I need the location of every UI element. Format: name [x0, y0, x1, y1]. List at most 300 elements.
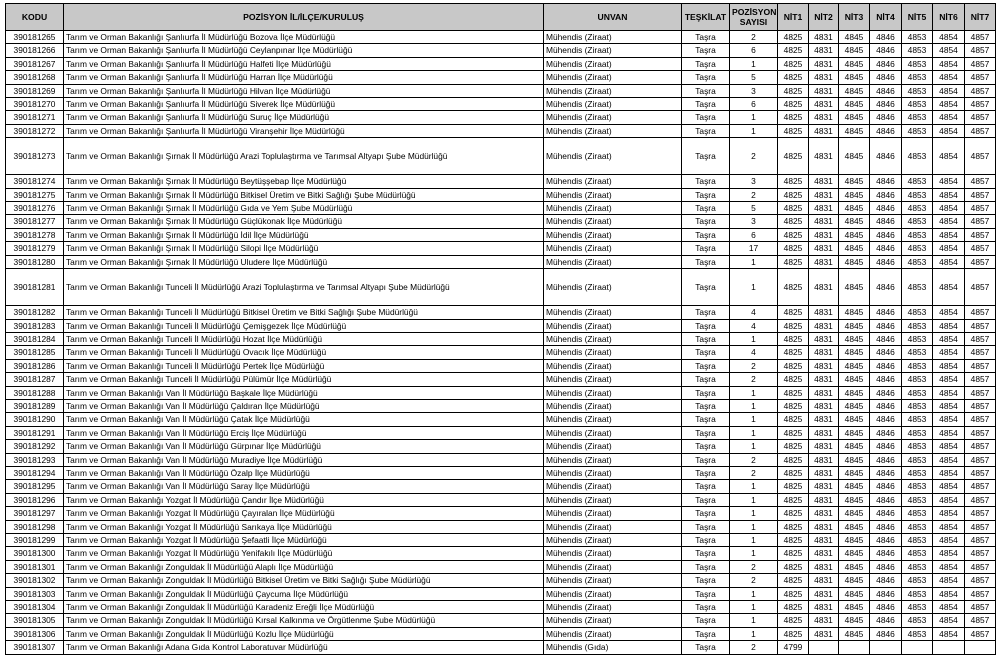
cell-nit2: 4831: [809, 399, 839, 412]
cell-unvan: Mühendis (Ziraat): [544, 627, 682, 640]
cell-pozisyon: Tarım ve Orman Bakanlığı Zonguldak İl Müdürlüğü Kozlu İlçe Müdürlüğü: [64, 627, 544, 640]
cell-nit7: 4857: [965, 215, 996, 228]
cell-nit5: 4853: [902, 466, 933, 479]
cell-nit2: 4831: [809, 520, 839, 533]
cell-nit5: 4853: [902, 44, 933, 57]
cell-nit4: 4846: [870, 547, 902, 560]
cell-teskilat: Taşra: [682, 319, 730, 332]
header-nit6: NİT6: [933, 4, 965, 31]
cell-pozisyon-sayisi: 3: [730, 175, 778, 188]
cell-unvan: Mühendis (Ziraat): [544, 44, 682, 57]
cell-pozisyon: Tarım ve Orman Bakanlığı Tunceli İl Müdürlüğü Pülümür İlçe Müdürlüğü: [64, 373, 544, 386]
cell-pozisyon-sayisi: 2: [730, 188, 778, 201]
cell-unvan: Mühendis (Ziraat): [544, 453, 682, 466]
cell-pozisyon: Tarım ve Orman Bakanlığı Şırnak İl Müdürlüğü Gıda ve Yem Şube Müdürlüğü: [64, 202, 544, 215]
header-row: [6, 4, 996, 31]
cell-pozisyon-sayisi: 2: [730, 641, 778, 654]
cell-nit5: 4853: [902, 507, 933, 520]
cell-nit3: 4845: [839, 614, 870, 627]
cell-nit2: 4831: [809, 346, 839, 359]
cell-nit3: 4845: [839, 124, 870, 137]
cell-nit4: 4846: [870, 242, 902, 255]
cell-kodu: 390181291: [6, 426, 64, 439]
cell-nit2: 4831: [809, 111, 839, 124]
cell-nit3: 4845: [839, 57, 870, 70]
cell-nit4: 4846: [870, 346, 902, 359]
cell-nit2: 4831: [809, 242, 839, 255]
cell-nit1: 4825: [778, 614, 809, 627]
cell-pozisyon: Tarım ve Orman Bakanlığı Şırnak İl Müdürlüğü Arazi Toplulaştırma ve Tarımsal Altyapı Şube Müdürlüğü: [64, 138, 544, 175]
cell-pozisyon: Tarım ve Orman Bakanlığı Yozgat İl Müdürlüğü Şefaatli İlçe Müdürlüğü: [64, 534, 544, 547]
cell-kodu: 390181265: [6, 31, 64, 44]
table-row: [6, 627, 996, 640]
cell-nit2: 4831: [809, 124, 839, 137]
cell-kodu: 390181275: [6, 188, 64, 201]
cell-kodu: 390181266: [6, 44, 64, 57]
cell-nit2: 4831: [809, 614, 839, 627]
cell-nit4: 4846: [870, 31, 902, 44]
cell-nit3: 4845: [839, 373, 870, 386]
cell-nit7: 4857: [965, 480, 996, 493]
cell-teskilat: Taşra: [682, 71, 730, 84]
cell-nit5: 4853: [902, 57, 933, 70]
table-row: [6, 466, 996, 479]
cell-kodu: 390181276: [6, 202, 64, 215]
cell-unvan: Mühendis (Ziraat): [544, 440, 682, 453]
table-row: [6, 520, 996, 533]
cell-kodu: 390181286: [6, 359, 64, 372]
cell-kodu: 390181284: [6, 332, 64, 345]
cell-nit4: 4846: [870, 399, 902, 412]
cell-teskilat: Taşra: [682, 399, 730, 412]
cell-nit5: 4853: [902, 587, 933, 600]
cell-nit2: 4831: [809, 440, 839, 453]
cell-nit1: 4825: [778, 44, 809, 57]
cell-teskilat: Taşra: [682, 453, 730, 466]
cell-unvan: Mühendis (Ziraat): [544, 255, 682, 268]
cell-nit3: 4845: [839, 493, 870, 506]
cell-pozisyon-sayisi: 2: [730, 560, 778, 573]
cell-nit6: 4854: [933, 98, 965, 111]
cell-unvan: Mühendis (Ziraat): [544, 98, 682, 111]
cell-nit5: 4853: [902, 71, 933, 84]
cell-nit1: 4825: [778, 228, 809, 241]
cell-nit4: [870, 641, 902, 654]
cell-nit7: 4857: [965, 440, 996, 453]
cell-pozisyon-sayisi: 5: [730, 202, 778, 215]
cell-unvan: Mühendis (Ziraat): [544, 228, 682, 241]
cell-pozisyon-sayisi: 3: [730, 215, 778, 228]
cell-nit1: 4825: [778, 587, 809, 600]
cell-kodu: 390181293: [6, 453, 64, 466]
table-row: [6, 426, 996, 439]
cell-pozisyon-sayisi: 1: [730, 413, 778, 426]
cell-nit5: 4853: [902, 547, 933, 560]
table-row: [6, 175, 996, 188]
cell-pozisyon: Tarım ve Orman Bakanlığı Zonguldak İl Müdürlüğü Çaycuma İlçe Müdürlüğü: [64, 587, 544, 600]
cell-unvan: Mühendis (Ziraat): [544, 399, 682, 412]
cell-pozisyon-sayisi: 4: [730, 319, 778, 332]
cell-unvan: Mühendis (Ziraat): [544, 188, 682, 201]
cell-pozisyon-sayisi: 4: [730, 306, 778, 319]
cell-nit6: 4854: [933, 31, 965, 44]
cell-nit5: 4853: [902, 627, 933, 640]
cell-nit5: 4853: [902, 175, 933, 188]
cell-pozisyon-sayisi: 1: [730, 111, 778, 124]
table-row: [6, 44, 996, 57]
cell-teskilat: Taşra: [682, 466, 730, 479]
cell-nit7: 4857: [965, 587, 996, 600]
cell-teskilat: Taşra: [682, 57, 730, 70]
cell-nit6: 4854: [933, 228, 965, 241]
cell-teskilat: Taşra: [682, 601, 730, 614]
cell-unvan: Mühendis (Ziraat): [544, 587, 682, 600]
table-row: [6, 641, 996, 654]
cell-teskilat: Taşra: [682, 520, 730, 533]
cell-teskilat: Taşra: [682, 440, 730, 453]
cell-nit3: 4845: [839, 44, 870, 57]
cell-pozisyon: Tarım ve Orman Bakanlığı Yozgat İl Müdürlüğü Sarıkaya İlçe Müdürlüğü: [64, 520, 544, 533]
cell-nit7: 4857: [965, 111, 996, 124]
cell-teskilat: Taşra: [682, 373, 730, 386]
table-row: [6, 547, 996, 560]
cell-nit2: 4831: [809, 202, 839, 215]
cell-kodu: 390181298: [6, 520, 64, 533]
cell-pozisyon: Tarım ve Orman Bakanlığı Şırnak İl Müdürlüğü Uludere İlçe Müdürlüğü: [64, 255, 544, 268]
cell-nit6: 4854: [933, 574, 965, 587]
table-row: [6, 346, 996, 359]
cell-kodu: 390181280: [6, 255, 64, 268]
table-row: [6, 124, 996, 137]
cell-nit6: 4854: [933, 413, 965, 426]
cell-teskilat: Taşra: [682, 31, 730, 44]
cell-nit2: 4831: [809, 269, 839, 306]
cell-teskilat: Taşra: [682, 269, 730, 306]
cell-nit7: 4857: [965, 627, 996, 640]
cell-pozisyon: Tarım ve Orman Bakanlığı Zonguldak İl Müdürlüğü Alaplı İlçe Müdürlüğü: [64, 560, 544, 573]
cell-unvan: Mühendis (Ziraat): [544, 269, 682, 306]
cell-nit7: 4857: [965, 269, 996, 306]
cell-nit4: 4846: [870, 124, 902, 137]
cell-nit4: 4846: [870, 306, 902, 319]
cell-unvan: Mühendis (Ziraat): [544, 601, 682, 614]
cell-pozisyon-sayisi: 1: [730, 627, 778, 640]
cell-pozisyon: Tarım ve Orman Bakanlığı Van İl Müdürlüğü Çatak İlçe Müdürlüğü: [64, 413, 544, 426]
cell-teskilat: Taşra: [682, 359, 730, 372]
cell-nit5: 4853: [902, 346, 933, 359]
cell-pozisyon-sayisi: 2: [730, 373, 778, 386]
cell-nit4: 4846: [870, 453, 902, 466]
cell-nit5: 4853: [902, 359, 933, 372]
cell-nit1: 4825: [778, 373, 809, 386]
cell-teskilat: Taşra: [682, 124, 730, 137]
cell-nit7: 4857: [965, 614, 996, 627]
cell-nit3: 4845: [839, 215, 870, 228]
cell-teskilat: Taşra: [682, 614, 730, 627]
cell-teskilat: Taşra: [682, 175, 730, 188]
cell-nit1: 4825: [778, 426, 809, 439]
cell-pozisyon-sayisi: 2: [730, 359, 778, 372]
cell-nit5: 4853: [902, 453, 933, 466]
cell-nit4: 4846: [870, 534, 902, 547]
cell-nit2: 4831: [809, 319, 839, 332]
cell-kodu: 390181277: [6, 215, 64, 228]
cell-pozisyon: Tarım ve Orman Bakanlığı Zonguldak İl Müdürlüğü Bitkisel Üretim ve Bitki Sağlığı Şube Müdürlüğü: [64, 574, 544, 587]
cell-pozisyon-sayisi: 6: [730, 228, 778, 241]
cell-nit1: 4825: [778, 453, 809, 466]
cell-kodu: 390181290: [6, 413, 64, 426]
cell-nit3: 4845: [839, 426, 870, 439]
cell-nit1: 4825: [778, 57, 809, 70]
cell-nit1: 4825: [778, 202, 809, 215]
table-row: [6, 269, 996, 306]
cell-nit3: 4845: [839, 84, 870, 97]
cell-nit1: 4825: [778, 31, 809, 44]
cell-kodu: 390181268: [6, 71, 64, 84]
table-row: [6, 71, 996, 84]
cell-pozisyon-sayisi: 2: [730, 466, 778, 479]
cell-nit1: 4825: [778, 466, 809, 479]
cell-pozisyon: Tarım ve Orman Bakanlığı Şanlıurfa İl Müdürlüğü Ceylanpınar İlçe Müdürlüğü: [64, 44, 544, 57]
cell-kodu: 390181301: [6, 560, 64, 573]
cell-pozisyon: Tarım ve Orman Bakanlığı Şırnak İl Müdürlüğü Güçlükonak İlçe Müdürlüğü: [64, 215, 544, 228]
cell-kodu: 390181295: [6, 480, 64, 493]
cell-unvan: Mühendis (Ziraat): [544, 71, 682, 84]
cell-teskilat: Taşra: [682, 255, 730, 268]
cell-kodu: 390181282: [6, 306, 64, 319]
table-row: [6, 453, 996, 466]
cell-nit6: 4854: [933, 507, 965, 520]
cell-nit4: 4846: [870, 57, 902, 70]
cell-nit2: 4831: [809, 601, 839, 614]
cell-nit2: 4831: [809, 587, 839, 600]
table-row: [6, 587, 996, 600]
cell-pozisyon-sayisi: 3: [730, 84, 778, 97]
table-row: [6, 413, 996, 426]
cell-nit6: 4854: [933, 534, 965, 547]
cell-nit3: 4845: [839, 98, 870, 111]
cell-nit3: 4845: [839, 359, 870, 372]
cell-nit3: 4845: [839, 188, 870, 201]
cell-nit3: [839, 641, 870, 654]
cell-nit3: 4845: [839, 466, 870, 479]
cell-nit6: 4854: [933, 426, 965, 439]
header-pozisyon: POZİSYON İL/İLÇE/KURULUŞ: [64, 4, 544, 31]
cell-pozisyon-sayisi: 2: [730, 574, 778, 587]
cell-kodu: 390181285: [6, 346, 64, 359]
header-nit5: NİT5: [902, 4, 933, 31]
table-row: [6, 493, 996, 506]
table-row: [6, 319, 996, 332]
table-row: [6, 399, 996, 412]
cell-kodu: 390181289: [6, 399, 64, 412]
cell-nit5: 4853: [902, 560, 933, 573]
cell-kodu: 390181267: [6, 57, 64, 70]
cell-pozisyon-sayisi: 4: [730, 346, 778, 359]
cell-kodu: 390181299: [6, 534, 64, 547]
cell-nit2: 4831: [809, 228, 839, 241]
cell-teskilat: Taşra: [682, 426, 730, 439]
cell-pozisyon-sayisi: 1: [730, 534, 778, 547]
cell-pozisyon: Tarım ve Orman Bakanlığı Şanlıurfa İl Müdürlüğü Siverek İlçe Müdürlüğü: [64, 98, 544, 111]
cell-nit2: 4831: [809, 175, 839, 188]
cell-unvan: Mühendis (Ziraat): [544, 547, 682, 560]
cell-unvan: Mühendis (Ziraat): [544, 534, 682, 547]
cell-nit5: 4853: [902, 413, 933, 426]
cell-nit5: 4853: [902, 306, 933, 319]
cell-nit4: 4846: [870, 574, 902, 587]
cell-pozisyon-sayisi: 1: [730, 57, 778, 70]
cell-nit6: 4854: [933, 84, 965, 97]
cell-kodu: 390181304: [6, 601, 64, 614]
cell-nit1: 4825: [778, 534, 809, 547]
cell-nit5: 4853: [902, 138, 933, 175]
cell-pozisyon: Tarım ve Orman Bakanlığı Şırnak İl Müdürlüğü Beytüşşebap İlçe Müdürlüğü: [64, 175, 544, 188]
cell-unvan: Mühendis (Ziraat): [544, 426, 682, 439]
table-row: [6, 574, 996, 587]
cell-nit4: 4846: [870, 188, 902, 201]
cell-nit5: 4853: [902, 534, 933, 547]
cell-nit7: 4857: [965, 346, 996, 359]
table-row: [6, 111, 996, 124]
cell-teskilat: Taşra: [682, 547, 730, 560]
cell-nit3: 4845: [839, 520, 870, 533]
cell-unvan: Mühendis (Gıda): [544, 641, 682, 654]
cell-pozisyon: Tarım ve Orman Bakanlığı Van İl Müdürlüğü Gürpınar İlçe Müdürlüğü: [64, 440, 544, 453]
cell-nit1: 4825: [778, 319, 809, 332]
cell-pozisyon: Tarım ve Orman Bakanlığı Şırnak İl Müdürlüğü Bitkisel Üretim ve Bitki Sağlığı Şube Müdürlüğü: [64, 188, 544, 201]
cell-nit2: 4831: [809, 31, 839, 44]
cell-unvan: Mühendis (Ziraat): [544, 84, 682, 97]
cell-nit7: 4857: [965, 560, 996, 573]
cell-nit2: 4831: [809, 306, 839, 319]
cell-nit1: 4825: [778, 175, 809, 188]
cell-nit5: 4853: [902, 84, 933, 97]
cell-pozisyon-sayisi: 1: [730, 426, 778, 439]
cell-nit4: 4846: [870, 84, 902, 97]
cell-nit2: 4831: [809, 44, 839, 57]
cell-nit7: 4857: [965, 453, 996, 466]
cell-nit1: 4825: [778, 332, 809, 345]
cell-nit1: 4825: [778, 84, 809, 97]
cell-nit1: 4825: [778, 493, 809, 506]
cell-kodu: 390181307: [6, 641, 64, 654]
cell-pozisyon: Tarım ve Orman Bakanlığı Şanlıurfa İl Müdürlüğü Viranşehir İlçe Müdürlüğü: [64, 124, 544, 137]
cell-nit7: 4857: [965, 84, 996, 97]
cell-nit4: 4846: [870, 507, 902, 520]
cell-nit1: 4799: [778, 641, 809, 654]
cell-nit1: 4825: [778, 71, 809, 84]
cell-kodu: 390181297: [6, 507, 64, 520]
cell-nit6: 4854: [933, 440, 965, 453]
cell-kodu: 390181281: [6, 269, 64, 306]
cell-nit4: 4846: [870, 480, 902, 493]
cell-nit4: 4846: [870, 138, 902, 175]
cell-nit6: 4854: [933, 627, 965, 640]
cell-unvan: Mühendis (Ziraat): [544, 111, 682, 124]
cell-kodu: 390181273: [6, 138, 64, 175]
cell-unvan: Mühendis (Ziraat): [544, 466, 682, 479]
cell-nit3: 4845: [839, 111, 870, 124]
cell-nit6: 4854: [933, 386, 965, 399]
cell-nit5: 4853: [902, 124, 933, 137]
cell-pozisyon: Tarım ve Orman Bakanlığı Zonguldak İl Müdürlüğü Kırsal Kalkınma ve Örgütlenme Şube Müdürlüğü: [64, 614, 544, 627]
cell-nit4: 4846: [870, 332, 902, 345]
header-nit4: NİT4: [870, 4, 902, 31]
cell-nit4: 4846: [870, 601, 902, 614]
cell-nit7: 4857: [965, 413, 996, 426]
cell-nit6: 4854: [933, 319, 965, 332]
cell-pozisyon: Tarım ve Orman Bakanlığı Tunceli İl Müdürlüğü Pertek İlçe Müdürlüğü: [64, 359, 544, 372]
cell-teskilat: Taşra: [682, 386, 730, 399]
cell-nit7: 4857: [965, 534, 996, 547]
cell-unvan: Mühendis (Ziraat): [544, 560, 682, 573]
cell-nit3: 4845: [839, 269, 870, 306]
cell-nit1: 4825: [778, 399, 809, 412]
cell-nit6: 4854: [933, 111, 965, 124]
table-row: [6, 614, 996, 627]
cell-nit3: 4845: [839, 587, 870, 600]
cell-unvan: Mühendis (Ziraat): [544, 373, 682, 386]
cell-nit1: 4825: [778, 98, 809, 111]
cell-pozisyon: Tarım ve Orman Bakanlığı Van İl Müdürlüğü Muradiye İlçe Müdürlüğü: [64, 453, 544, 466]
cell-nit6: 4854: [933, 466, 965, 479]
cell-pozisyon: Tarım ve Orman Bakanlığı Yozgat İl Müdürlüğü Çandır İlçe Müdürlüğü: [64, 493, 544, 506]
cell-nit6: 4854: [933, 255, 965, 268]
cell-nit5: 4853: [902, 111, 933, 124]
table-row: [6, 534, 996, 547]
cell-nit7: 4857: [965, 306, 996, 319]
cell-unvan: Mühendis (Ziraat): [544, 386, 682, 399]
cell-kodu: 390181305: [6, 614, 64, 627]
cell-nit6: 4854: [933, 242, 965, 255]
cell-pozisyon-sayisi: 1: [730, 614, 778, 627]
cell-teskilat: Taşra: [682, 111, 730, 124]
cell-nit1: 4825: [778, 255, 809, 268]
cell-nit4: 4846: [870, 98, 902, 111]
cell-nit1: 4825: [778, 188, 809, 201]
cell-teskilat: Taşra: [682, 574, 730, 587]
cell-kodu: 390181300: [6, 547, 64, 560]
cell-nit3: 4845: [839, 440, 870, 453]
cell-kodu: 390181287: [6, 373, 64, 386]
cell-teskilat: Taşra: [682, 228, 730, 241]
cell-nit2: 4831: [809, 57, 839, 70]
table-row: [6, 215, 996, 228]
cell-nit7: 4857: [965, 426, 996, 439]
cell-nit3: 4845: [839, 480, 870, 493]
cell-nit1: 4825: [778, 547, 809, 560]
cell-nit7: 4857: [965, 386, 996, 399]
cell-nit4: 4846: [870, 175, 902, 188]
cell-nit7: 4857: [965, 493, 996, 506]
table-row: [6, 480, 996, 493]
cell-nit7: 4857: [965, 44, 996, 57]
cell-nit3: 4845: [839, 346, 870, 359]
cell-nit2: 4831: [809, 574, 839, 587]
cell-nit3: 4845: [839, 228, 870, 241]
cell-teskilat: Taşra: [682, 84, 730, 97]
cell-nit2: 4831: [809, 373, 839, 386]
cell-nit2: 4831: [809, 255, 839, 268]
cell-unvan: Mühendis (Ziraat): [544, 242, 682, 255]
position-table: [5, 3, 996, 655]
table-row: [6, 138, 996, 175]
cell-nit3: 4845: [839, 627, 870, 640]
header-nit2: NİT2: [809, 4, 839, 31]
cell-unvan: Mühendis (Ziraat): [544, 332, 682, 345]
cell-nit6: 4854: [933, 373, 965, 386]
